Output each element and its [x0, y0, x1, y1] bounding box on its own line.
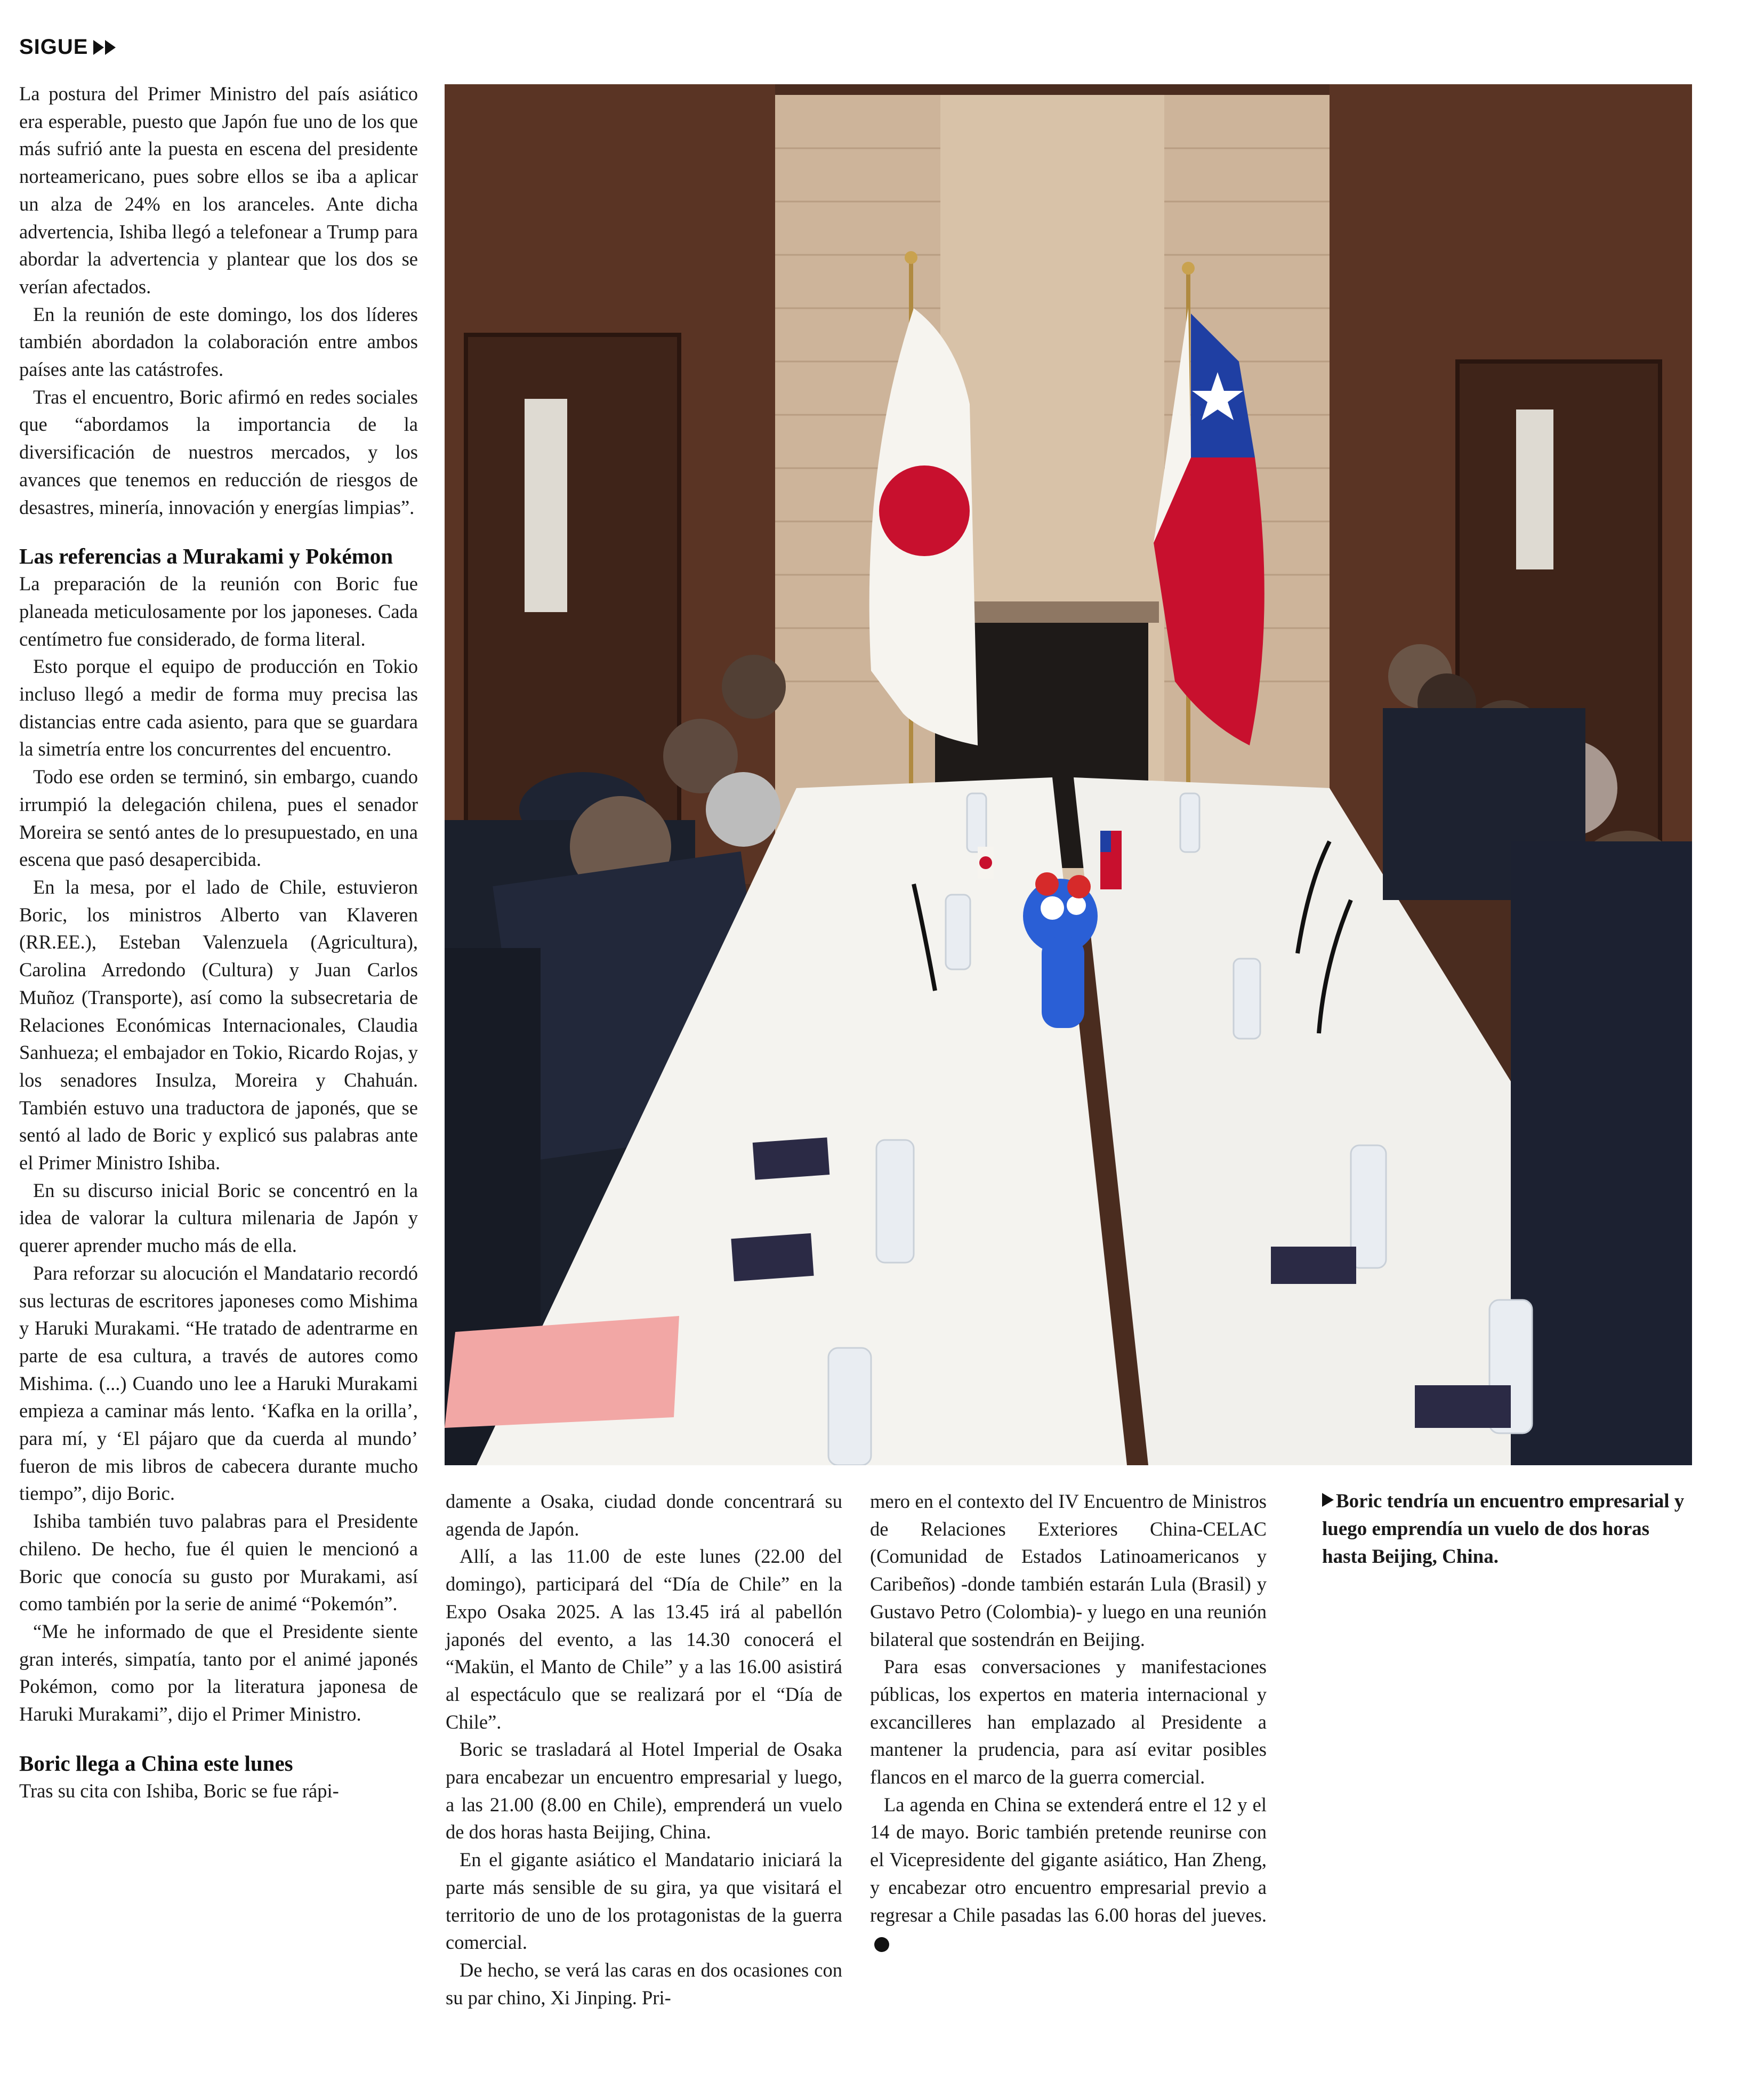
article-column-3 — [870, 1488, 1267, 1956]
caption-text: Boric tendría un encuentro empresarial y luego emprendía un vuelo de dos horas hasta Beijing, China. — [1322, 1490, 1685, 1568]
paragraph: Tras el encuentro, Boric afirmó en redes sociales que “abordamos la importancia de la diversificación de nuestros mercados, y los avances que tenemos en reducción de riesgos de desastres, minería, innovación y energías limpias”. — [19, 386, 418, 518]
meeting-photo-illustration — [445, 84, 1692, 1465]
paragraph: En su discurso inicial Boric se concentró en la idea de valorar la cultura milenaria de Japón y querer aprender mucho más de ella. — [19, 1179, 418, 1257]
paragraph: mero en el contexto del IV Encuentro de Ministros de Relaciones Exteriores China-CELAC (Comunidad de Estados Latinoamericanos y Caribeños) -donde también estarán Lula (Brasil) y Gustavo Petro (Colombia)- y luego en una reunión bilateral que sostendrán en Beijing. — [870, 1490, 1267, 1650]
paragraph: La preparación de la reunión con Boric fue planeada meticulosamente por los japoneses. Cada centímetro fue considerado, de forma literal. — [19, 573, 418, 650]
article-column-1 — [19, 80, 418, 1804]
paragraph: En la mesa, por el lado de Chile, estuvieron Boric, los ministros Alberto van Klaveren (RR.EE.), Esteban Valenzuela (Agricultura), Carolina Arredondo (Cultura) y Juan Carlos Muñoz (Transporte), así como la subsecretaria de Relaciones Económicas Internacionales, Claudia Sanhueza; el embajador en Tokio, Ricardo Rojas, y los senadores Insulza, Moreira y Chahuán. También estuvo una traductora de japonés, que se sentó al lado de Boric y explicó sus palabras ante el Primer Ministro Ishiba. — [19, 876, 418, 1174]
paragraph: En el gigante asiático el Mandatario iniciará la parte más sensible de su gira, ya que visitará el territorio de uno de los protagonistas de la guerra comercial. — [446, 1849, 842, 1954]
double-arrow-icon — [93, 40, 117, 55]
caption-triangle-icon — [1322, 1493, 1334, 1507]
paragraph: La postura del Primer Ministro del país asiático era esperable, puesto que Japón fue uno de los que más sufrió ante la puesta en escena del presidente norteamericano, pues sobre ellos se iba a aplicar un alza de 24% en los aranceles. Ante dicha advertencia, Ishiba llegó a telefonear a Trump para abordar la advertencia y plantear que los dos se verían afectados. — [19, 83, 418, 298]
photo-caption — [1322, 1488, 1695, 1571]
last-paragraph — [870, 1791, 1267, 1956]
paragraph: Allí, a las 11.00 de este lunes (22.00 del domingo), participará del “Día de Chile” en la Expo Osaka 2025. A las 13.45 irá al pabellón japonés del evento, a las 14.30 conocerá el “Makün, el Manto de Chile” y a las 16.00 asistirá al espectáculo que se realizará por el “Día de Chile”. — [446, 1545, 842, 1733]
paragraph-text: La agenda en China se extenderá entre el 12 y el 14 de mayo. Boric también pretende reunirse con el Vicepresidente del gigante asiático, Han Zheng, y encabezar otro encuentro empresarial previo a regresar a Chile pasadas las 6.00 horas del jueves. — [870, 1793, 1267, 1926]
article-column-2 — [446, 1488, 842, 2011]
meeting-photo — [445, 84, 1692, 1465]
paragraph: “Me he informado de que el Presidente siente gran interés, simpatía, tanto por el animé japonés Pokémon, como por la literatura japonesa de Haruki Murakami”, dijo el Primer Ministro. — [19, 1620, 418, 1725]
paragraph: Tras su cita con Ishiba, Boric se fue rápi- — [19, 1779, 339, 1802]
paragraph: Para esas conversaciones y manifestaciones públicas, los expertos en materia internacional y excancilleres han emplazado al Presidente a mantener la prudencia, para así evitar posibles flancos en el marco de la guerra comercial. — [870, 1656, 1267, 1788]
paragraph: damente a Osaka, ciudad donde concentrará su agenda de Japón. — [446, 1490, 842, 1540]
end-of-article-dot-icon — [874, 1937, 889, 1952]
subheading-murakami: Las referencias a Murakami y Pokémon — [19, 544, 393, 569]
continue-marker — [19, 35, 117, 59]
paragraph: Boric se trasladará al Hotel Imperial de Osaka para encabezar un encuentro empresarial y luego, a las 21.00 (8.00 en Chile), emprenderá un vuelo de dos horas hasta Beijing, China. — [446, 1738, 842, 1843]
paragraph: Esto porque el equipo de producción en Tokio incluso llegó a medir de forma muy precisa las distancias entre cada asiento, para que se guardara la simetría entre los concurrentes del encuentro. — [19, 655, 418, 760]
subheading-china: Boric llega a China este lunes — [19, 1750, 293, 1776]
paragraph: Para reforzar su alocución el Mandatario recordó sus lecturas de escritores japoneses como Mishima y Haruki Murakami. “He tratado de adentrarme en parte de esa cultura, a través de autores como Mishima. (...) Cuando uno lee a Haruki Murakami empieza a caminar más lento. ‘Kafka en la orilla’, para mí, y ‘El pájaro que da cuerda al mundo’ fueron de mis libros de cabecera durante mucho tiempo”, dijo Boric. — [19, 1262, 418, 1505]
sigue-label: SIGUE — [19, 35, 88, 59]
paragraph: En la reunión de este domingo, los dos líderes también abordadon la colaboración entre ambos países ante las catástrofes. — [19, 303, 418, 381]
paragraph: Todo ese orden se terminó, sin embargo, cuando irrumpió la delegación chilena, pues el senador Moreira se sentó antes de lo presupuestado, en una escena que pasó desapercibida. — [19, 766, 418, 871]
paragraph: Ishiba también tuvo palabras para el Presidente chileno. De hecho, fue él quien le mencionó a Boric que conocía su gusto por Murakami, así como también por la serie de animé “Pokemón”. — [19, 1510, 418, 1615]
paragraph: De hecho, se verá las caras en dos ocasiones con su par chino, Xi Jinping. Pri- — [446, 1958, 842, 2009]
